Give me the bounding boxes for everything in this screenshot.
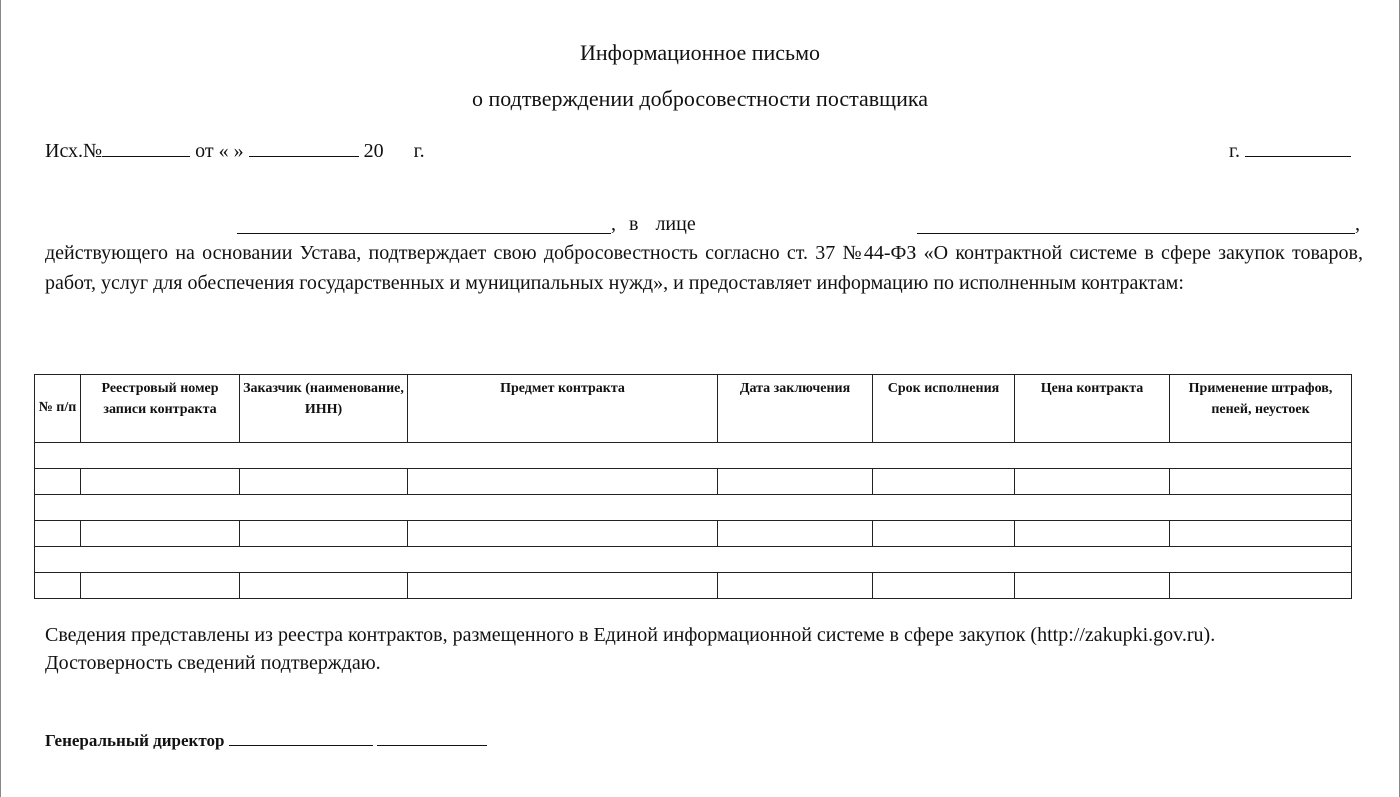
column-header-price: Цена контракта	[1015, 375, 1170, 443]
table-cell[interactable]	[718, 469, 873, 495]
column-header-subject: Предмет контракта	[408, 375, 718, 443]
city-label: г.	[1229, 140, 1240, 162]
table-cell[interactable]	[35, 521, 81, 547]
reference-number-label: Исх.№	[45, 140, 103, 162]
table-cell[interactable]	[1170, 521, 1352, 547]
table-cell[interactable]	[1170, 469, 1352, 495]
table-cell[interactable]	[408, 521, 718, 547]
column-header-number: № п/п	[35, 375, 81, 443]
source-note-line: Сведения представлены из реестра контрактов, размещенного в Единой информационной системе в сфере закупок (http://zakupki.gov.ru).	[45, 624, 1216, 646]
table-cell[interactable]	[1015, 521, 1170, 547]
city-blank[interactable]	[1245, 138, 1351, 157]
column-header-customer: Заказчик (наименование, ИНН)	[240, 375, 408, 443]
representative-name-blank[interactable]	[917, 215, 1355, 234]
table-cell[interactable]	[873, 573, 1015, 599]
table-cell[interactable]	[240, 469, 408, 495]
comma: ,	[611, 213, 616, 235]
table-section-row	[35, 547, 1352, 573]
table-header-row	[35, 375, 1352, 443]
reference-number-blank[interactable]	[102, 138, 190, 157]
table-cell[interactable]	[240, 521, 408, 547]
table-cell[interactable]	[35, 495, 1352, 521]
comma: ,	[1355, 213, 1360, 235]
table-cell[interactable]	[35, 547, 1352, 573]
signer-name-blank[interactable]	[377, 730, 487, 746]
table-cell[interactable]	[35, 443, 1352, 469]
table-cell[interactable]	[81, 573, 240, 599]
table-cell[interactable]	[1015, 469, 1170, 495]
confirmation-line: Достоверность сведений подтверждаю.	[45, 652, 381, 674]
reference-year-prefix: 20	[363, 140, 384, 162]
in-person-label: в лице	[629, 213, 696, 235]
signature-blank[interactable]	[229, 730, 373, 746]
table-cell[interactable]	[408, 573, 718, 599]
table-cell[interactable]	[1015, 573, 1170, 599]
table-section-row	[35, 495, 1352, 521]
table-cell[interactable]	[873, 521, 1015, 547]
table-cell[interactable]	[718, 573, 873, 599]
document-title: Информационное письмо	[579, 40, 820, 65]
table-cell[interactable]	[408, 469, 718, 495]
document-subtitle: о подтверждении добросовестности поставщика	[471, 86, 929, 111]
outgoing-reference-line	[45, 138, 425, 163]
table-cell[interactable]	[873, 469, 1015, 495]
table-cell[interactable]	[240, 573, 408, 599]
source-note	[45, 621, 1215, 677]
signer-title: Генеральный директор	[45, 731, 225, 750]
supplier-name-blank[interactable]	[237, 215, 611, 234]
table-section-row	[35, 443, 1352, 469]
contracts-table	[34, 374, 1352, 599]
column-header-registry-number: Реестровый номер записи контракта	[81, 375, 240, 443]
column-header-conclusion-date: Дата заключения	[718, 375, 873, 443]
table-row	[35, 521, 1352, 547]
table-cell[interactable]	[1170, 573, 1352, 599]
table-cell[interactable]	[81, 469, 240, 495]
reference-date-label: от « »	[195, 140, 244, 162]
column-header-term: Срок исполнения	[873, 375, 1015, 443]
table-row	[35, 573, 1352, 599]
signature-block	[45, 730, 487, 751]
body-paragraph: действующего на основании Устава, подтверждает свою добросовестность согласно ст. 37 №44-ФЗ «О контрактной системе в сфере закупок товаров, работ, услуг для обеспечения государственных и муниципальных нужд», и предоставляет информацию по исполненным контрактам:	[45, 242, 1363, 294]
reference-month-blank[interactable]	[249, 138, 359, 157]
table-row	[35, 469, 1352, 495]
table-cell[interactable]	[35, 469, 81, 495]
city-line	[1229, 138, 1351, 163]
supplier-line	[45, 213, 1361, 239]
table-cell[interactable]	[81, 521, 240, 547]
column-header-penalties: Применение штрафов, пеней, неустоек	[1170, 375, 1352, 443]
reference-year-suffix: г.	[413, 140, 425, 162]
table-cell[interactable]	[718, 521, 873, 547]
table-cell[interactable]	[35, 573, 81, 599]
